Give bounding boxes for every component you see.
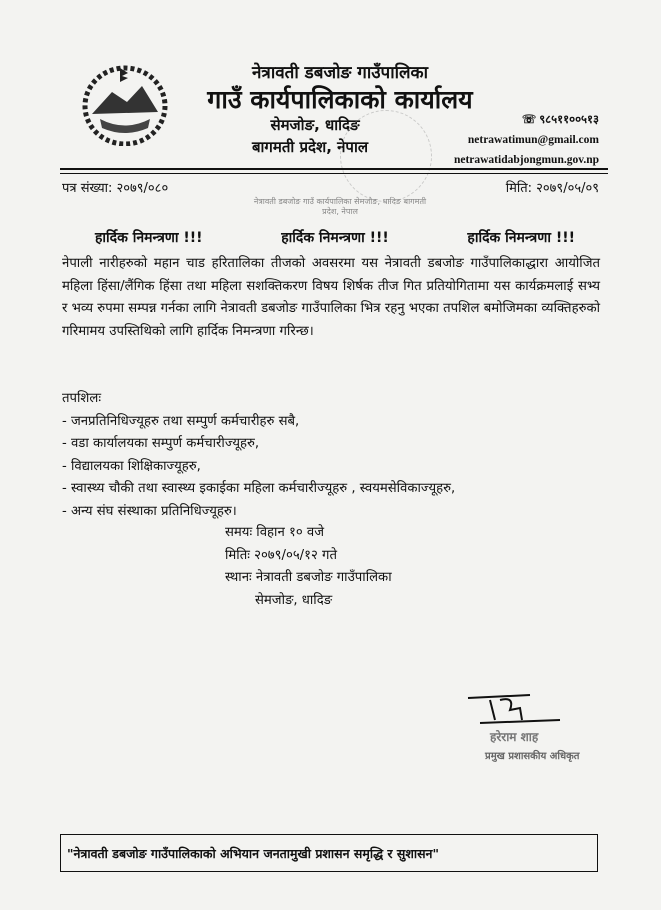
signature-icon <box>460 690 570 730</box>
email: netrawatimun@gmail.com <box>467 134 599 146</box>
office-province: बागमती प्रदेश, नेपाल <box>251 138 369 156</box>
invitation-heading: हार्दिक निमन्त्रणा !!! <box>95 230 203 246</box>
event-date: मितिः २०७९/०५/१२ गते <box>225 547 337 563</box>
office-stamp <box>340 110 432 202</box>
list-item: - विद्यालयका शिक्षिकाज्यूहरु, <box>62 458 201 474</box>
municipality-name: नेत्रावती डबजोङ गाउँपालिका <box>252 63 428 83</box>
event-time: समयः विहान १० वजे <box>225 525 325 540</box>
signatory-name: हरेराम शाह <box>490 730 539 744</box>
letter-date: मिति: २०७९/०५/०९ <box>505 181 599 196</box>
event-place-line2: सेमजोङ, धादिङ <box>255 592 333 608</box>
contact-block <box>454 110 599 170</box>
nepal-emblem-icon <box>82 64 168 146</box>
list-item: - अन्य संघ संस्थाका प्रतिनिधिज्यूहरु। <box>62 503 237 519</box>
invitation-heading: हार्दिक निमन्त्रणा !!! <box>467 230 575 246</box>
stamp-text: नेत्रावती डबजोङ गाउँ कार्यपालिका सेमजोङ, धादिङ बागमती प्रदेश, नेपाल <box>253 197 427 216</box>
phone: ☏ ९८५११००५१३ <box>521 114 599 126</box>
event-place: स्थानः नेत्रावती डबजोङ गाउँपालिका <box>225 570 392 585</box>
list-item: - वडा कार्यालयका सम्पुर्ण कर्मचारीज्यूहरु, <box>62 436 260 451</box>
invitation-heading: हार्दिक निमन्त्रणा !!! <box>281 230 389 246</box>
header-divider <box>60 168 608 170</box>
invitee-list <box>62 388 455 523</box>
list-item: - स्वास्थ्य चौकी तथा स्वास्थ्य इकाईका महिला कर्मचारीज्यूहरु , स्वयमसेविकाज्यूहरु, <box>62 481 456 496</box>
list-item: - जनप्रतिनिधिज्यूहरु तथा सम्पुर्ण कर्मचारीहरु सबै, <box>62 413 300 429</box>
office-location: सेमजोङ, धादिङ <box>270 116 360 134</box>
list-heading: तपशिलः <box>62 391 101 406</box>
invitation-headings <box>95 228 575 247</box>
event-details <box>225 522 392 612</box>
signatory-title: प्रमुख प्रशासकीय अधिकृत <box>485 751 580 762</box>
header-divider-thin <box>60 173 608 174</box>
website: netrawatidabjongmun.gov.np <box>453 154 599 166</box>
letter-body: नेपाली नारीहरुको महान चाड हरितालिका तीजको अवसरमा यस नेत्रावती डबजोङ गाउँपालिकाद्धारा आयोजित महिला हिंसा/लैंगिक हिंसा तथा महिला सशक्तिकरण विषय शिर्षक तीज गित प्रतियोगितामा यस कार्यक्रमलाई सभ्य र भव्य रुपमा सम्पन्न गर्नका लागि नेत्रावती डबजोङ गाउँपालिका भित्र रहनु भएका तपशिल बमोजिमका व्यक्तिहरुको गरिमामय उपस्तिथिको लागि हार्दिक निमन्त्रणा गरिन्छ। <box>62 256 600 339</box>
letter-reference: पत्र संख्या: २०७९/०८० <box>62 181 169 196</box>
phone-icon: ☏ <box>521 114 540 126</box>
office-name: गाउँ कार्यपालिकाको कार्यालय <box>207 85 473 114</box>
footer-slogan: "नेत्रावती डबजोङ गाउँपालिकाको अभियान जनतामुखी प्रशासन समृद्धि र सुशासन" <box>60 834 598 872</box>
